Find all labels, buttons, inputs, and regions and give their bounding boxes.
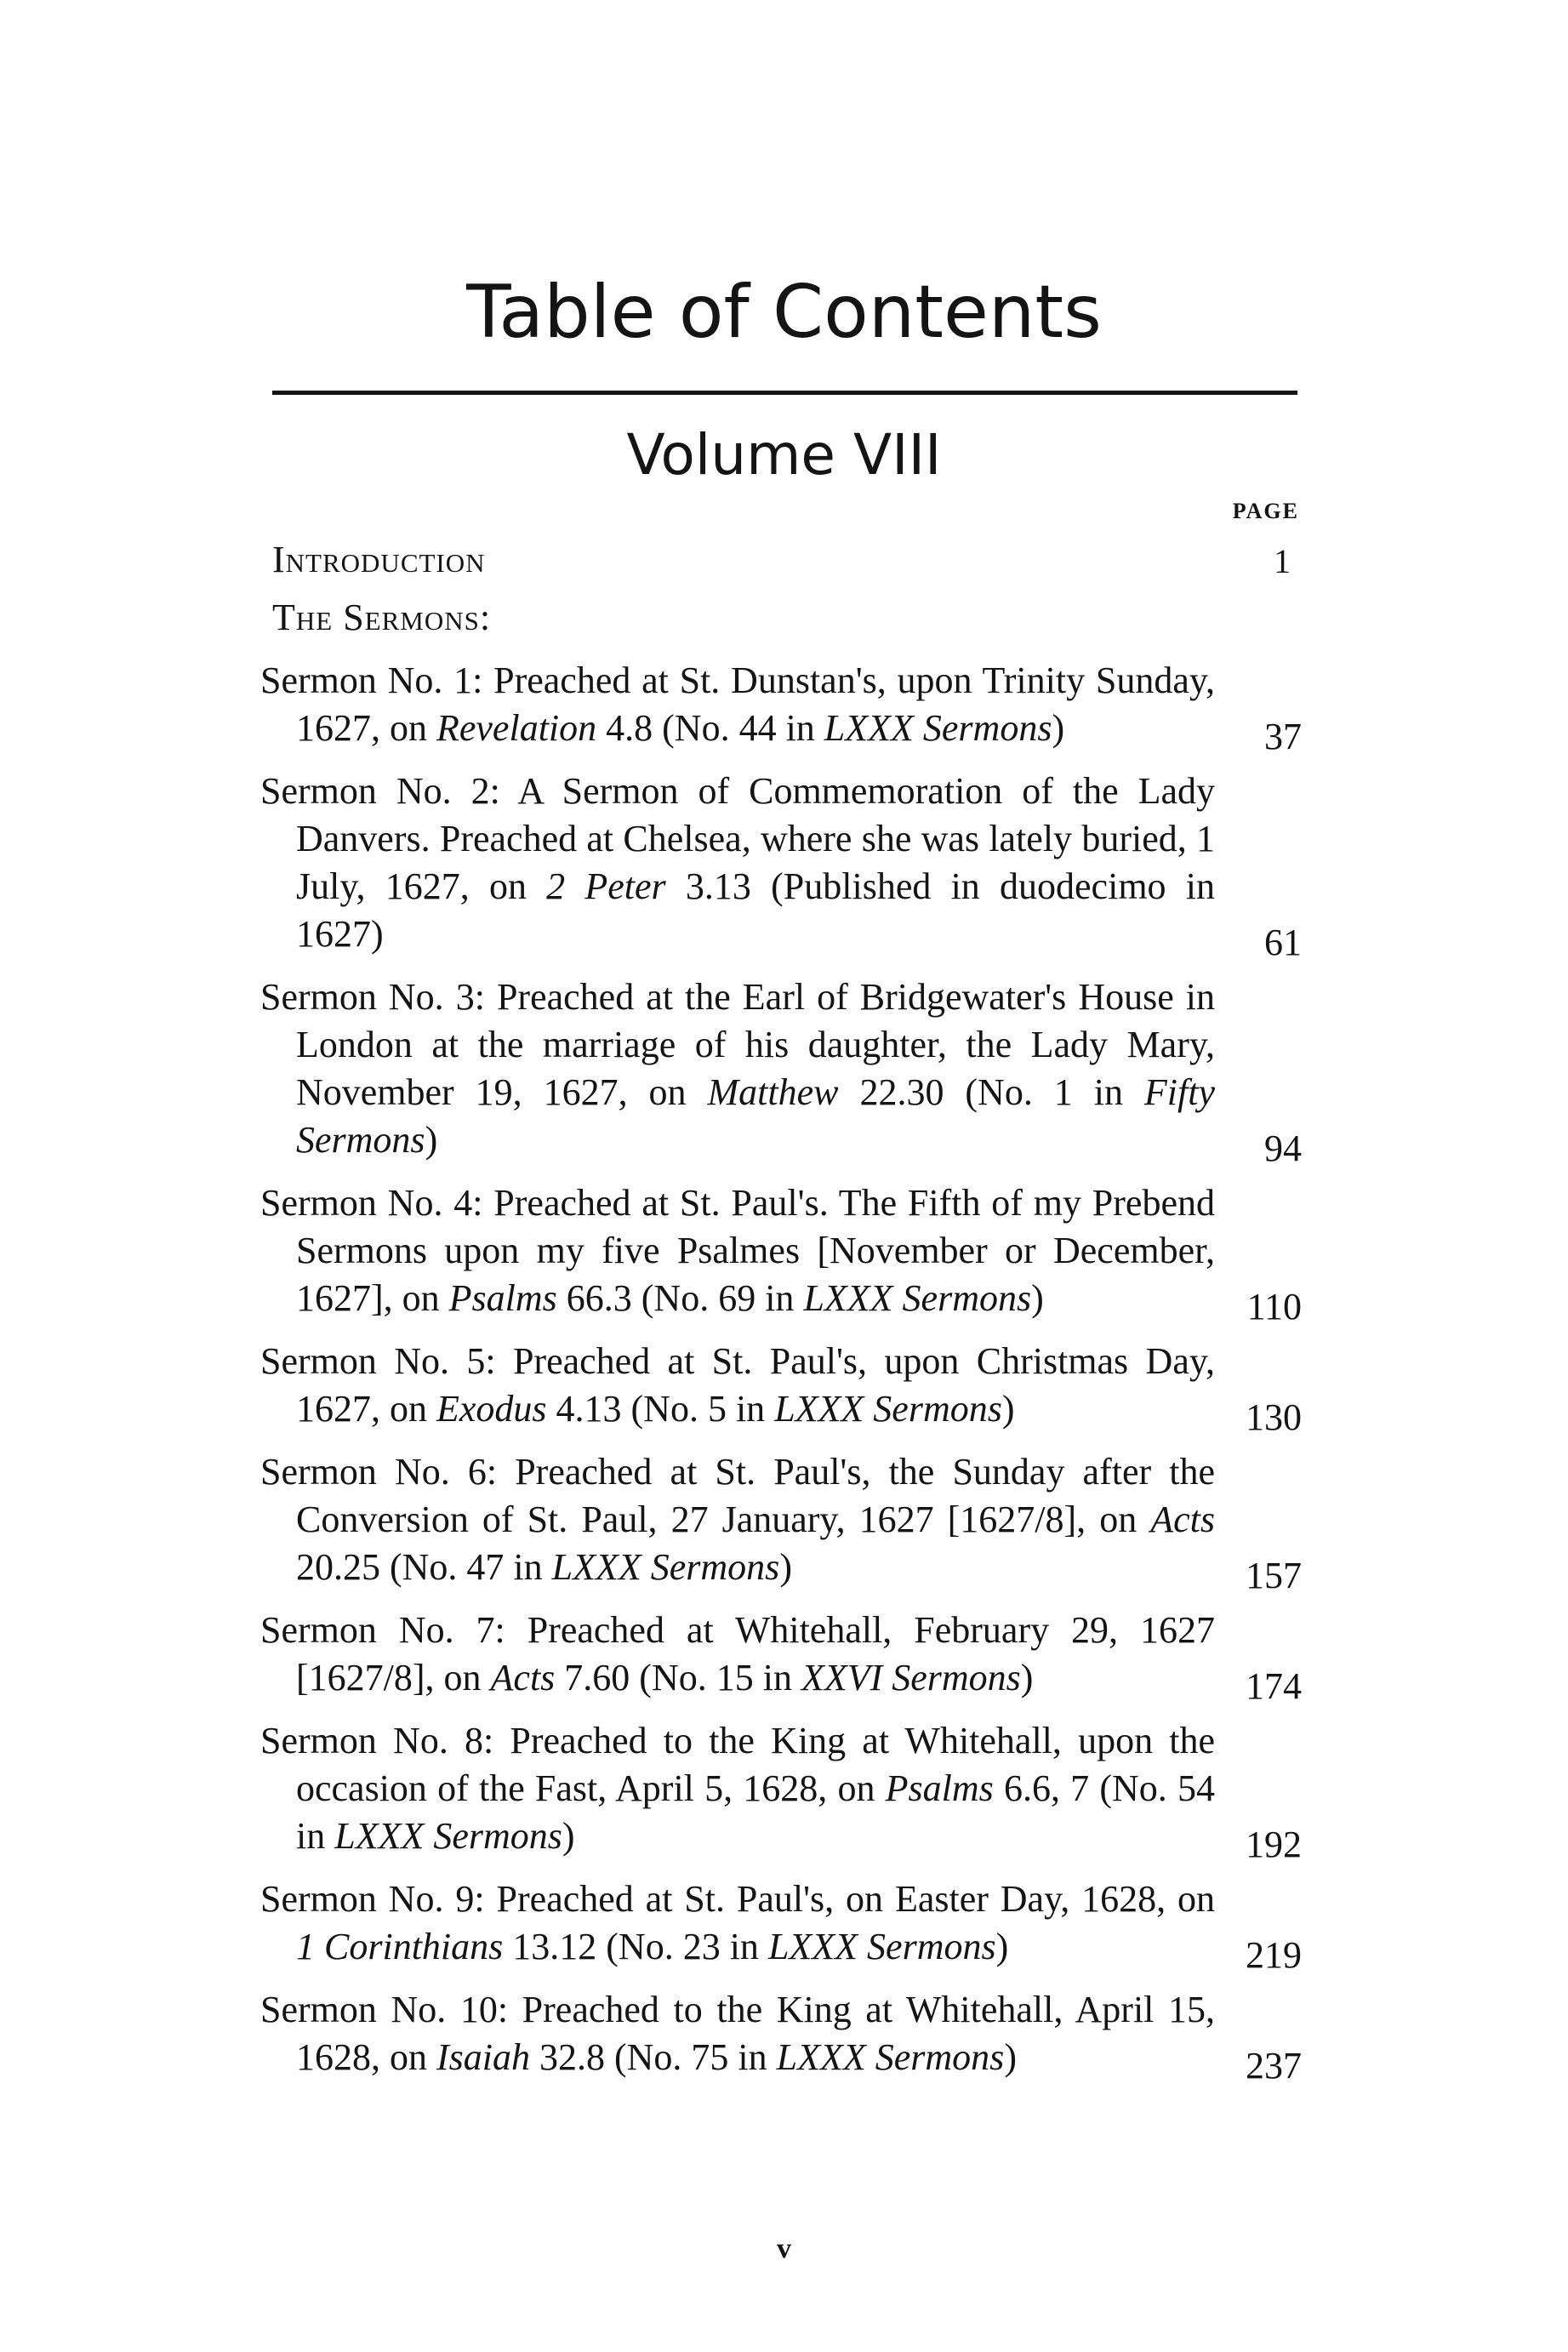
scripture-book: 2 Peter (546, 865, 666, 907)
sermon-description: Sermon No. 2: A Sermon of Commemoration of the Lady Danvers. Preached at Chelsea, where she was lately buried, 1 July, 1627, on 2 Peter 3.13 (Published in duodecimo in 1627) (260, 770, 1215, 955)
collection-title: LXXX Sermons (824, 707, 1052, 749)
sermon-entry (260, 768, 1302, 963)
sermon-page-number: 94 (1264, 1127, 1302, 1169)
scripture-book: Exodus (436, 1388, 547, 1430)
scripture-book: Psalms (885, 1767, 994, 1809)
sermon-description: Sermon No. 9: Preached at St. Paul's, on Easter Day, 1628, on 1 Corinthians 13.12 (No. 23 in LXXX Sermons) (260, 1878, 1215, 1967)
sermon-page-number: 37 (1264, 716, 1302, 757)
introduction-page: 1 (1274, 542, 1291, 580)
collection-title: LXXX Sermons (803, 1277, 1032, 1319)
sermon-page-number: 237 (1246, 2045, 1302, 2087)
scripture-book: Revelation (436, 707, 597, 749)
sermons-heading: The Sermons: (272, 597, 492, 638)
sermon-page-number: 61 (1264, 922, 1302, 963)
title-rule (272, 391, 1297, 395)
sermon-entry (260, 1986, 1302, 2087)
collection-title: LXXX Sermons (774, 1388, 1002, 1430)
sermon-description: Sermon No. 6: Preached at St. Paul's, the Sunday after the Conversion of St. Paul, 27 January, 1627 [1627/8], on Acts 20.25 (No. 47 in LXXX Sermons) (260, 1451, 1215, 1588)
page-folio: v (777, 2233, 791, 2264)
sermon-entry (260, 1717, 1302, 1865)
collection-title: LXXX Sermons (551, 1546, 780, 1588)
sermon-entry (260, 1607, 1302, 1707)
sermon-page-number: 219 (1246, 1934, 1302, 1976)
sermon-page-number: 192 (1246, 1824, 1302, 1865)
scripture-book: Psalms (448, 1277, 557, 1319)
scripture-book: 1 Corinthians (296, 1926, 504, 1967)
scripture-book: Matthew (707, 1071, 839, 1113)
sermon-description: Sermon No. 3: Preached at the Earl of Bridgewater's House in London at the marriage of his daughter, the Lady Mary, November 19, 1627, on Matthew 22.30 (No. 1 in Fifty Sermons) (260, 976, 1215, 1161)
scripture-book: Acts (1150, 1499, 1215, 1540)
sermon-entry (260, 973, 1302, 1169)
sermon-description: Sermon No. 5: Preached at St. Paul's, upon Christmas Day, 1627, on Exodus 4.13 (No. 5 in LXXX Sermons) (260, 1340, 1215, 1430)
collection-title: LXXX Sermons (767, 1926, 996, 1967)
volume-heading: Volume VIII (626, 422, 942, 488)
sermon-description: Sermon No. 4: Preached at St. Paul's. The Fifth of my Prebend Sermons upon my five Psalmes [November or December, 1627], on Psalms 66.3 (No. 69 in LXXX Sermons) (260, 1182, 1215, 1319)
collection-title: LXXX Sermons (334, 1815, 562, 1857)
sermon-description: Sermon No. 8: Preached to the King at Whitehall, upon the occasion of the Fast, April 5, 1628, on Psalms 6.6, 7 (No. 54 in LXXX Sermons) (260, 1720, 1215, 1857)
sermon-description: Sermon No. 1: Preached at St. Dunstan's, upon Trinity Sunday, 1627, on Revelation 4.8 (No. 44 in LXXX Sermons) (260, 659, 1215, 749)
sermon-entry (260, 1179, 1302, 1327)
sermon-entry (260, 657, 1302, 757)
sermon-page-number: 130 (1246, 1396, 1302, 1438)
collection-title: Fifty Sermons (296, 1071, 1215, 1161)
sermon-page-number: 110 (1246, 1286, 1302, 1327)
sermon-list (260, 657, 1302, 2097)
sermon-description: Sermon No. 10: Preached to the King at Whitehall, April 15, 1628, on Isaiah 32.8 (No. 75 in LXXX Sermons) (260, 1989, 1215, 2078)
sermon-description: Sermon No. 7: Preached at Whitehall, February 29, 1627 [1627/8], on Acts 7.60 (No. 15 in XXVI Sermons) (260, 1609, 1215, 1698)
sermon-entry (260, 1448, 1302, 1596)
page-title: Table of Contents (466, 270, 1102, 355)
scripture-book: Acts (490, 1657, 556, 1698)
page-column-label: PAGE (1232, 499, 1299, 523)
sermon-page-number: 174 (1246, 1665, 1302, 1707)
sermon-entry (260, 1875, 1302, 1976)
sermon-page-number: 157 (1246, 1555, 1302, 1596)
collection-title: LXXX Sermons (776, 2036, 1005, 2078)
sermon-entry (260, 1338, 1302, 1438)
collection-title: XXVI Sermons (801, 1657, 1021, 1698)
scripture-book: Isaiah (436, 2036, 530, 2078)
introduction-label: Introduction (272, 539, 486, 580)
